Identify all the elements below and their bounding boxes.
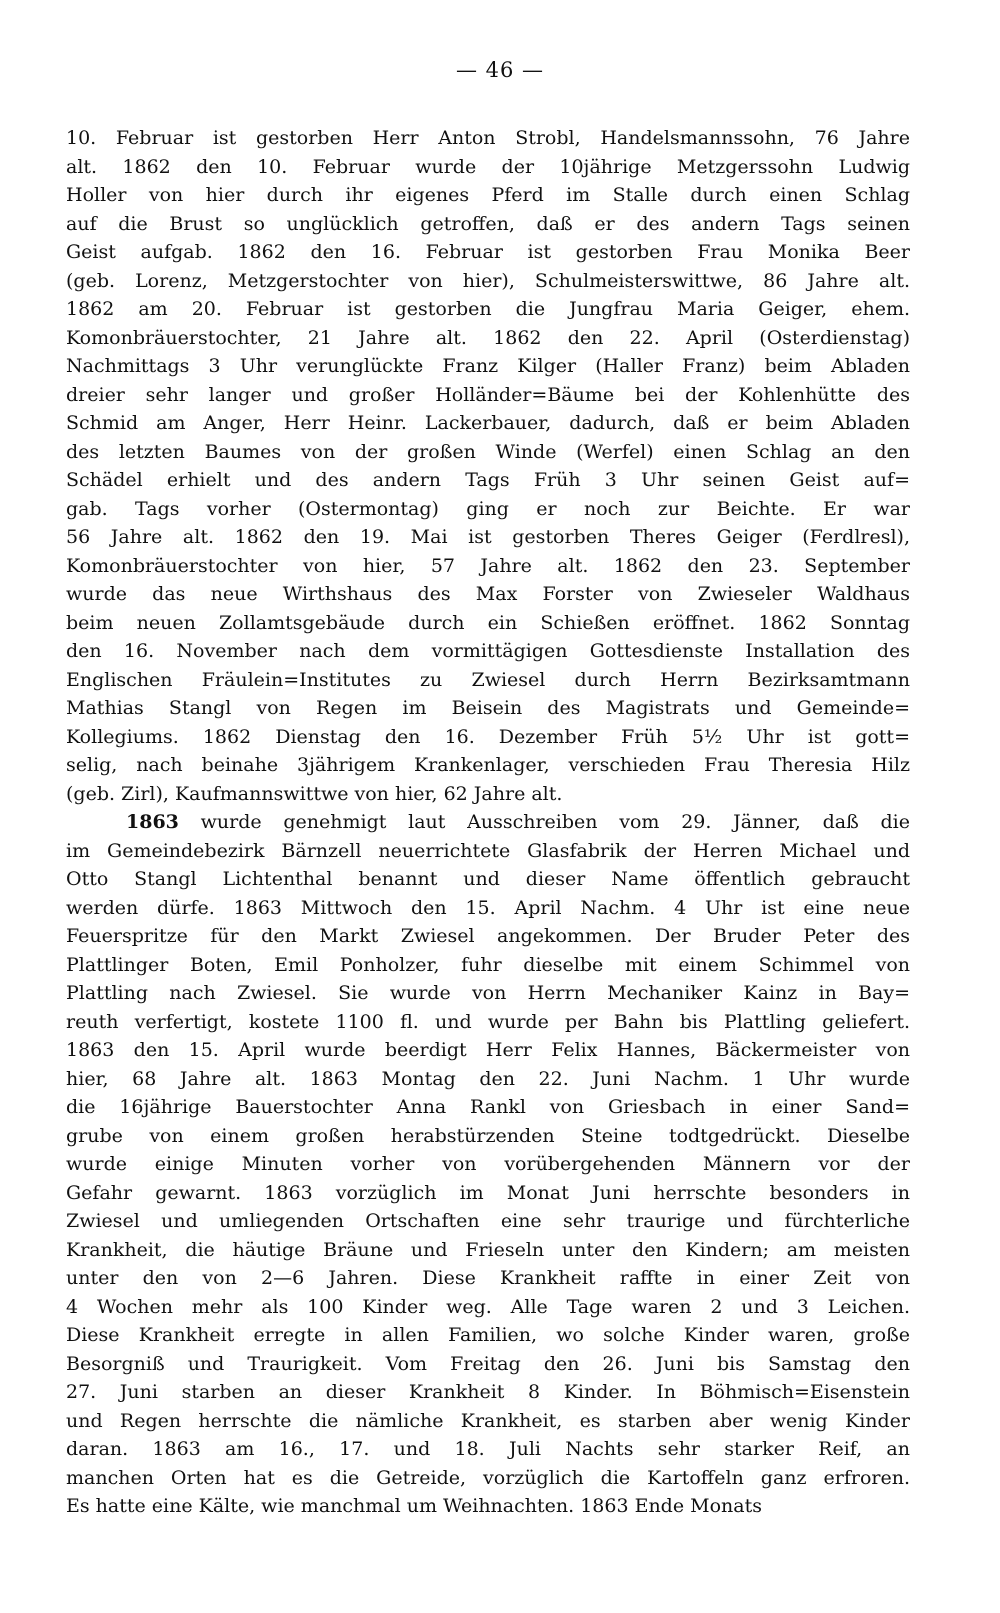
text-line: alt. 1862 den 10. Februar wurde der 10jährige Metzgerssohn Ludwig bbox=[66, 155, 910, 178]
text-line: den 16. November nach dem vormittägigen Gottesdienste Installation des bbox=[66, 640, 910, 662]
text-line: beim neuen Zollamtsgebäude durch ein Schießen eröffnet. 1862 Sonntag bbox=[66, 611, 910, 634]
text-line: im Gemeindebezirk Bärnzell neuerrichtete Glasfabrik der Herren Michael und bbox=[66, 839, 910, 862]
text-line: auf die Brust so unglücklich getroffen, daß er des andern Tags seinen bbox=[66, 212, 910, 235]
text-line: 56 Jahre alt. 1862 den 19. Mai ist gestorben Theres Geiger (Ferdlresl), bbox=[66, 526, 910, 548]
text-line: Zwiesel und umliegenden Ortschaften eine sehr traurige und fürchterliche bbox=[66, 1210, 910, 1232]
text-line: 10. Februar ist gestorben Herr Anton Strobl, Handelsmannssohn, 76 Jahre bbox=[66, 127, 910, 149]
text-line: 1863 den 15. April wurde beerdigt Herr Felix Hannes, Bäckermeister von bbox=[66, 1039, 910, 1061]
text-line: manchen Orten hat es die Getreide, vorzüglich die Kartoffeln ganz erfroren. bbox=[66, 1466, 910, 1489]
text-line-content: wurde genehmigt laut Ausschreiben vom 29. Jänner, daß die bbox=[178, 811, 910, 833]
text-line: Nachmittags 3 Uhr verunglückte Franz Kilger (Haller Franz) beim Abladen bbox=[66, 355, 910, 377]
text-line: Schädel erhielt und des andern Tags Früh 3 Uhr seinen Geist auf= bbox=[66, 469, 910, 491]
text-line: des letzten Baumes von der großen Winde (Werfel) einen Schlag an den bbox=[66, 440, 910, 463]
year-heading: 1863 bbox=[126, 811, 179, 833]
text-line: Holler von hier durch ihr eigenes Pferd im Stalle durch einen Schlag bbox=[66, 184, 910, 206]
text-line: wurde das neue Wirthshaus des Max Forster von Zwieseler Waldhaus bbox=[66, 583, 910, 605]
text-line: die 16jährige Bauerstochter Anna Rankl von Griesbach in einer Sand= bbox=[66, 1096, 910, 1118]
text-line: grube von einem großen herabstürzenden Steine todtgedrückt. Dieselbe bbox=[66, 1124, 910, 1147]
text-line: (geb. Lorenz, Metzgerstochter von hier), Schulmeisterswittwe, 86 Jahre alt. bbox=[66, 269, 910, 292]
text-line: Komonbräuerstochter, 21 Jahre alt. 1862 den 22. April (Osterdienstag) bbox=[66, 326, 910, 349]
text-line: selig, nach beinahe 3jährigem Krankenlager, verschieden Frau Theresia Hilz bbox=[66, 754, 910, 776]
text-line: Es hatte eine Kälte, wie manchmal um Weihnachten. 1863 Ende Monats bbox=[66, 1495, 762, 1517]
text-line: Diese Krankheit erregte in allen Familien, wo solche Kinder waren, große bbox=[66, 1324, 910, 1346]
text-line: wurde einige Minuten vorher von vorübergehenden Männern vor der bbox=[66, 1153, 910, 1175]
text-line: werden dürfe. 1863 Mittwoch den 15. April Nachm. 4 Uhr ist eine neue bbox=[66, 896, 910, 919]
text-line: Komonbräuerstochter von hier, 57 Jahre alt. 1862 den 23. September bbox=[66, 554, 910, 577]
text-line: Englischen Fräulein=Institutes zu Zwiesel durch Herrn Bezirksamtmann bbox=[66, 668, 910, 691]
text-line: Otto Stangl Lichtenthal benannt und dieser Name öffentlich gebraucht bbox=[66, 868, 910, 890]
text-line: gab. Tags vorher (Ostermontag) ging er noch zur Beichte. Er war bbox=[66, 497, 910, 520]
text-line: daran. 1863 am 16., 17. und 18. Juli Nachts sehr starker Reif, an bbox=[66, 1438, 910, 1460]
text-line: Mathias Stangl von Regen im Beisein des Magistrats und Gemeinde= bbox=[66, 697, 910, 719]
text-line bbox=[66, 808, 910, 837]
text-line: Schmid am Anger, Herr Heinr. Lackerbauer, dadurch, daß er beim Abladen bbox=[66, 412, 910, 434]
text-line: Gefahr gewarnt. 1863 vorzüglich im Monat Juni herrschte besonders in bbox=[66, 1181, 910, 1204]
text-line: (geb. Zirl), Kaufmannswittwe von hier, 62 Jahre alt. bbox=[66, 782, 563, 805]
text-line: Plattling nach Zwiesel. Sie wurde von Herrn Mechaniker Kainz in Bay= bbox=[66, 982, 910, 1004]
text-line: Geist aufgab. 1862 den 16. Februar ist gestorben Frau Monika Beer bbox=[66, 241, 910, 263]
text-line: hier, 68 Jahre alt. 1863 Montag den 22. Juni Nachm. 1 Uhr wurde bbox=[66, 1067, 910, 1090]
page-number: — 46 — bbox=[455, 58, 545, 82]
text-line: Besorgniß und Traurigkeit. Vom Freitag den 26. Juni bis Samstag den bbox=[66, 1352, 910, 1375]
chronicle-text bbox=[66, 124, 910, 1521]
text-line: 27. Juni starben an dieser Krankheit 8 Kinder. In Böhmisch=Eisenstein bbox=[66, 1381, 910, 1403]
text-line: dreier sehr langer und großer Holländer=Bäume bei der Kohlenhütte des bbox=[66, 383, 910, 406]
text-line: 1862 am 20. Februar ist gestorben die Jungfrau Maria Geiger, ehem. bbox=[66, 298, 910, 320]
text-line: Krankheit, die häutige Bräune und Frieseln unter den Kindern; am meisten bbox=[66, 1238, 910, 1261]
text-line: Feuerspritze für den Markt Zwiesel angekommen. Der Bruder Peter des bbox=[66, 925, 910, 947]
text-line: Plattlinger Boten, Emil Ponholzer, fuhr dieselbe mit einem Schimmel von bbox=[66, 953, 910, 976]
text-line: und Regen herrschte die nämliche Krankheit, es starben aber wenig Kinder bbox=[66, 1409, 910, 1432]
text-line: 4 Wochen mehr als 100 Kinder weg. Alle Tage waren 2 und 3 Leichen. bbox=[66, 1295, 910, 1318]
text-line: unter den von 2—6 Jahren. Diese Krankheit raffte in einer Zeit von bbox=[66, 1267, 910, 1289]
text-line: Kollegiums. 1862 Dienstag den 16. Dezember Früh 5½ Uhr ist gott= bbox=[66, 725, 910, 748]
text-line: reuth verfertigt, kostete 1100 fl. und wurde per Bahn bis Plattling geliefert. bbox=[66, 1010, 910, 1033]
